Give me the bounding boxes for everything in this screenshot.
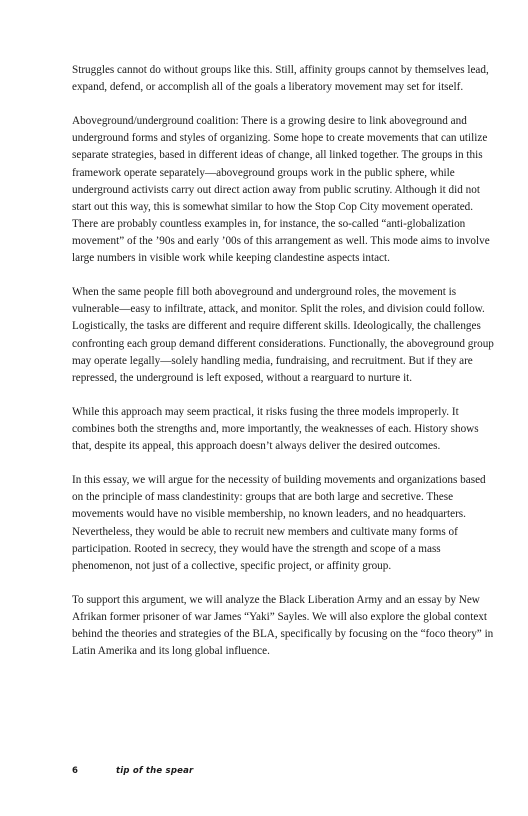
paragraph-affinity-groups: Struggles cannot do without groups like this. Still, affinity groups cannot by themselves lead, expand, defend, or accomplish all of the goals a liberatory movement may set for itself.: [72, 64, 489, 94]
paragraph-mass-clandestinity: In this essay, we will argue for the necessity of building movements and organizations based on the principle of mass clandestinity: groups that are both large and secretive. These movements would have no visible membership, no known leaders, and no headquarters. Nevertheless, they would be able to recruit new members and cultivate many forms of participation. Rooted in secrecy, they would have the strength and scope of a mass phenomenon, not just of a collective, specific project, or affinity group.: [72, 474, 486, 572]
page-body: [72, 62, 496, 677]
paragraph-aboveground-underground-coalition: Aboveground/underground coalition: There is a growing desire to link aboveground and underground forms and styles of organizing. Some hope to create movements that can utilize separate strategies, based in different ideas of change, all linked together. The groups in this framework operate separately—aboveground groups work in the public sphere, while underground activists carry out direct action away from public scrutiny. Although it did not start out this way, this is somewhat similar to how the Stop Cop City movement operated. There are probably countless examples in, for instance, the so-called “anti-globalization movement” of the ’90s and early ’00s of this arrangement as well. This mode aims to involve large numbers in visible work while keeping clandestine aspects intact.: [72, 115, 490, 265]
page-number: 6: [72, 766, 78, 776]
running-title: tip of the spear: [116, 766, 194, 776]
paragraph-practical-risks: While this approach may seem practical, it risks fusing the three models improperly. It combines both the strengths and, more importantly, the weaknesses of each. History shows that, despite its appeal, this approach doesn’t always deliver the desired outcomes.: [72, 405, 479, 453]
page-footer: [72, 766, 496, 780]
paragraph-vulnerability: When the same people fill both aboveground and underground roles, the movement is vulnerable—easy to infiltrate, attack, and monitor. Split the roles, and division could follow. Logistically, the tasks are different and require different skills. Ideologically, the challenges confronting each group demand different considerations. Functionally, the aboveground group may operate legally—solely handling media, fundraising, and recruitment. But if they are repressed, the underground is left exposed, without a rearguard to nurture it.: [72, 286, 494, 384]
paragraph-bla-analysis: To support this argument, we will analyze the Black Liberation Army and an essay by New Afrikan former prisoner of war James “Yaki” Sayles. We will also explore the global context behind the theories and strategies of the BLA, specifically by focusing on the “foco theory” in Latin Amerika and its long global influence.: [72, 593, 494, 658]
